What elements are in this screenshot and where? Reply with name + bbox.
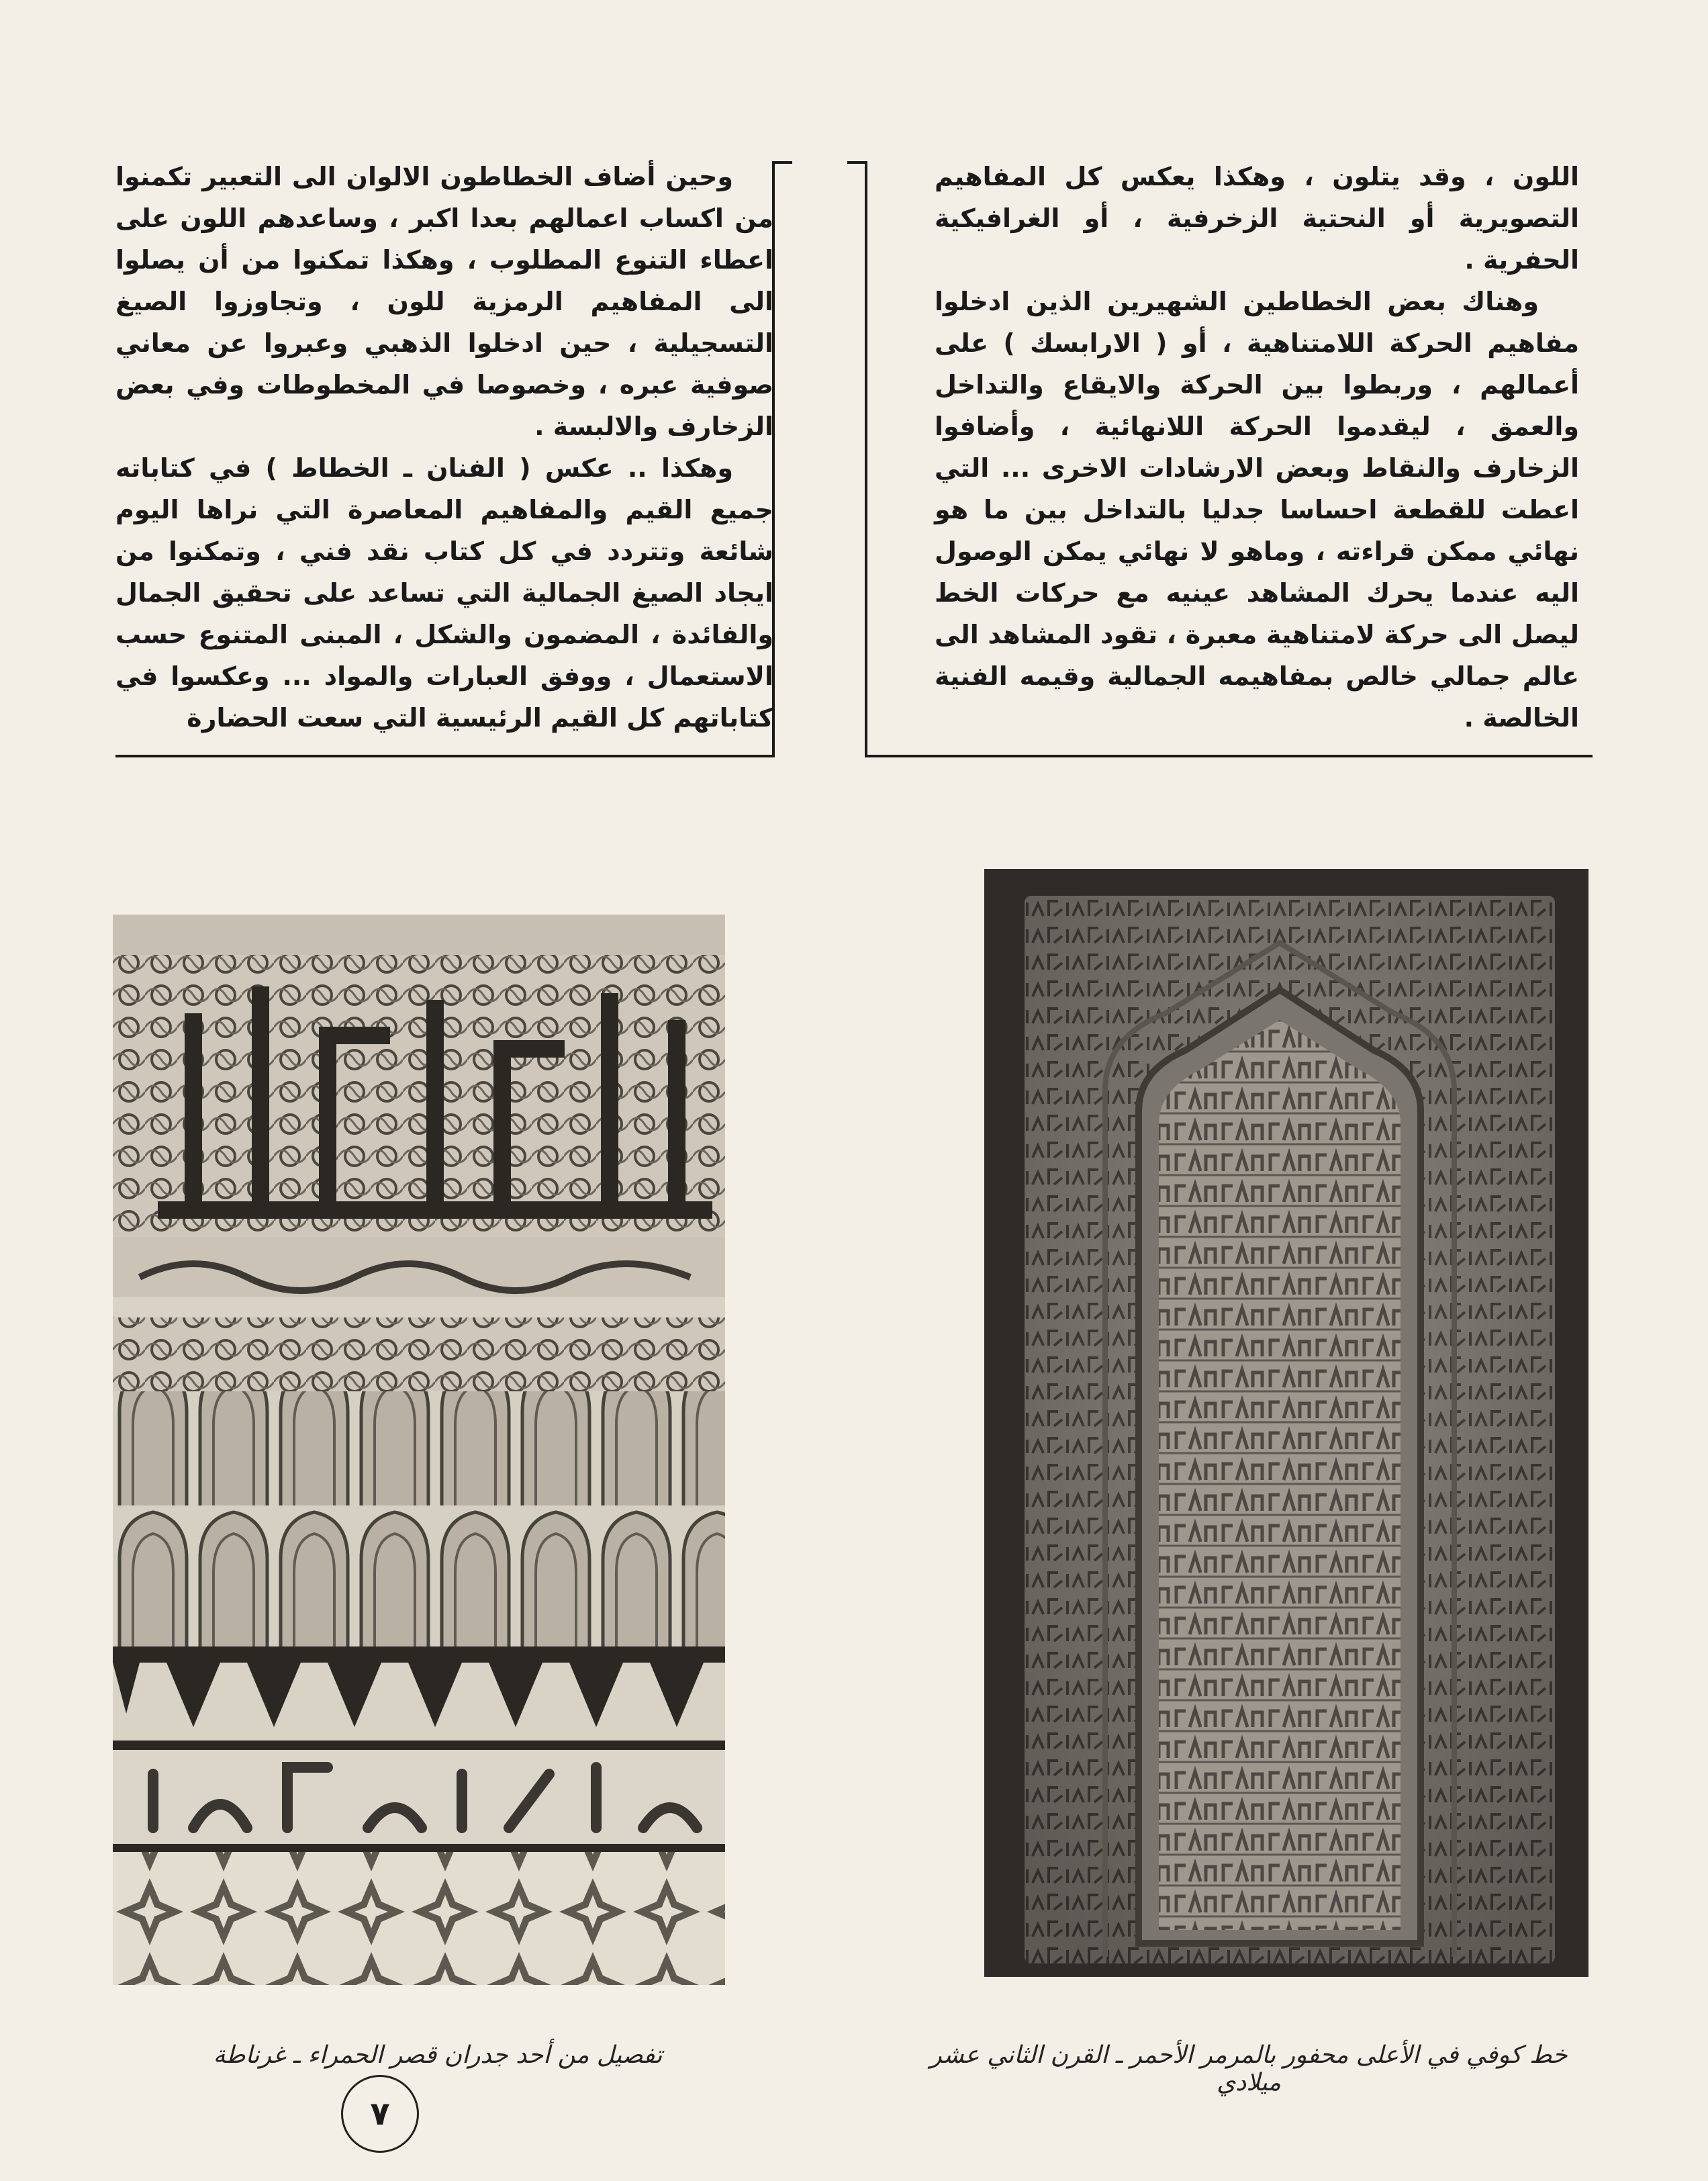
left-paragraph-1: وحين أضاف الخطاطون الالوان الى التعبير تكمنوا من اكساب اعمالهم بعدا اكبر ، وساعدهم اللون على اعطاء التنوع المطلوب ، وهكذا تمكنوا من أن يصلوا الى المفاهيم الرمزية للون ، وتجاوزوا الصيغ التسجيلية ، حين ادخلوا الذهبي وعبروا عن معاني صوفية عبره ، وخصوصا في المخطوطات وفي بعض الزخارف والالبسة . [115,162,773,441]
kufic-marble-slab-photo [984,869,1588,1977]
right-column-frame-left-edge [865,161,867,757]
left-column-frame-bottom [115,755,775,757]
left-photo-caption: تفصيل من أحد جدران قصر الحمراء ـ غرناطة [213,2041,663,2069]
right-paragraph-2: وهناك بعض الخطاطين الشهيرين الذين ادخلوا مفاهيم الحركة اللامتناهية ، أو ( الارابسك ) على أعمالهم ، وربطوا بين الحركة والايقاع والتداخل والعمق ، ليقدموا الحركة اللانهائية ، وأضافوا الزخارف والنقاط وبعض الارشادات الاخرى ... التي اعطت للقطعة احساسا جدليا بالتداخل بين ما هو نهائي ممكن قراءته ، وماهو لا نهائي يمكن الوصول اليه عندما يحرك المشاهد عينيه مع حركات الخط ليصل الى حركة لامتناهية معبرة ، تقود المشاهد الى عالم جمالي خالص بمفاهيمه الجمالية وقيمه الفنية الخالصة . [935,287,1579,733]
right-column-frame-bottom [865,755,1593,757]
kufic-marble-slab-image [984,869,1588,1977]
page-number: ٧ [341,2075,419,2153]
alhambra-wall-detail-image [113,915,725,1985]
right-column-frame-top-tick [847,161,867,164]
alhambra-wall-detail-photo [113,915,725,1985]
right-photo-caption: خط كوفي في الأعلى محفور بالمرمر الأحمر ـ القرن الثاني عشر ميلادي [930,2041,1568,2096]
right-paragraph-1: اللون ، وقد يتلون ، وهكذا يعكس كل المفاهيم التصويرية أو النحتية الزخرفية ، أو الغرافيكية الحفرية . [935,162,1579,275]
left-column-frame-top-tick [772,161,792,164]
left-text-column [115,156,773,739]
left-paragraph-2: وهكذا .. عكس ( الفنان ـ الخطاط ) في كتاباته جميع القيم والمفاهيم المعاصرة التي نراها اليوم شائعة وتتردد في كل كتاب نقد فني ، وتمكنوا من ايجاد الصيغ الجمالية التي تساعد على تحقيق الجمال والفائدة ، المضمون والشكل ، المبنى المتنوع حسب الاستعمال ، ووفق العبارات والمواد ... وعكسوا في كتاباتهم كل القيم الرئيسية التي سعت الحضارة [115,453,773,733]
right-text-column [935,156,1579,739]
